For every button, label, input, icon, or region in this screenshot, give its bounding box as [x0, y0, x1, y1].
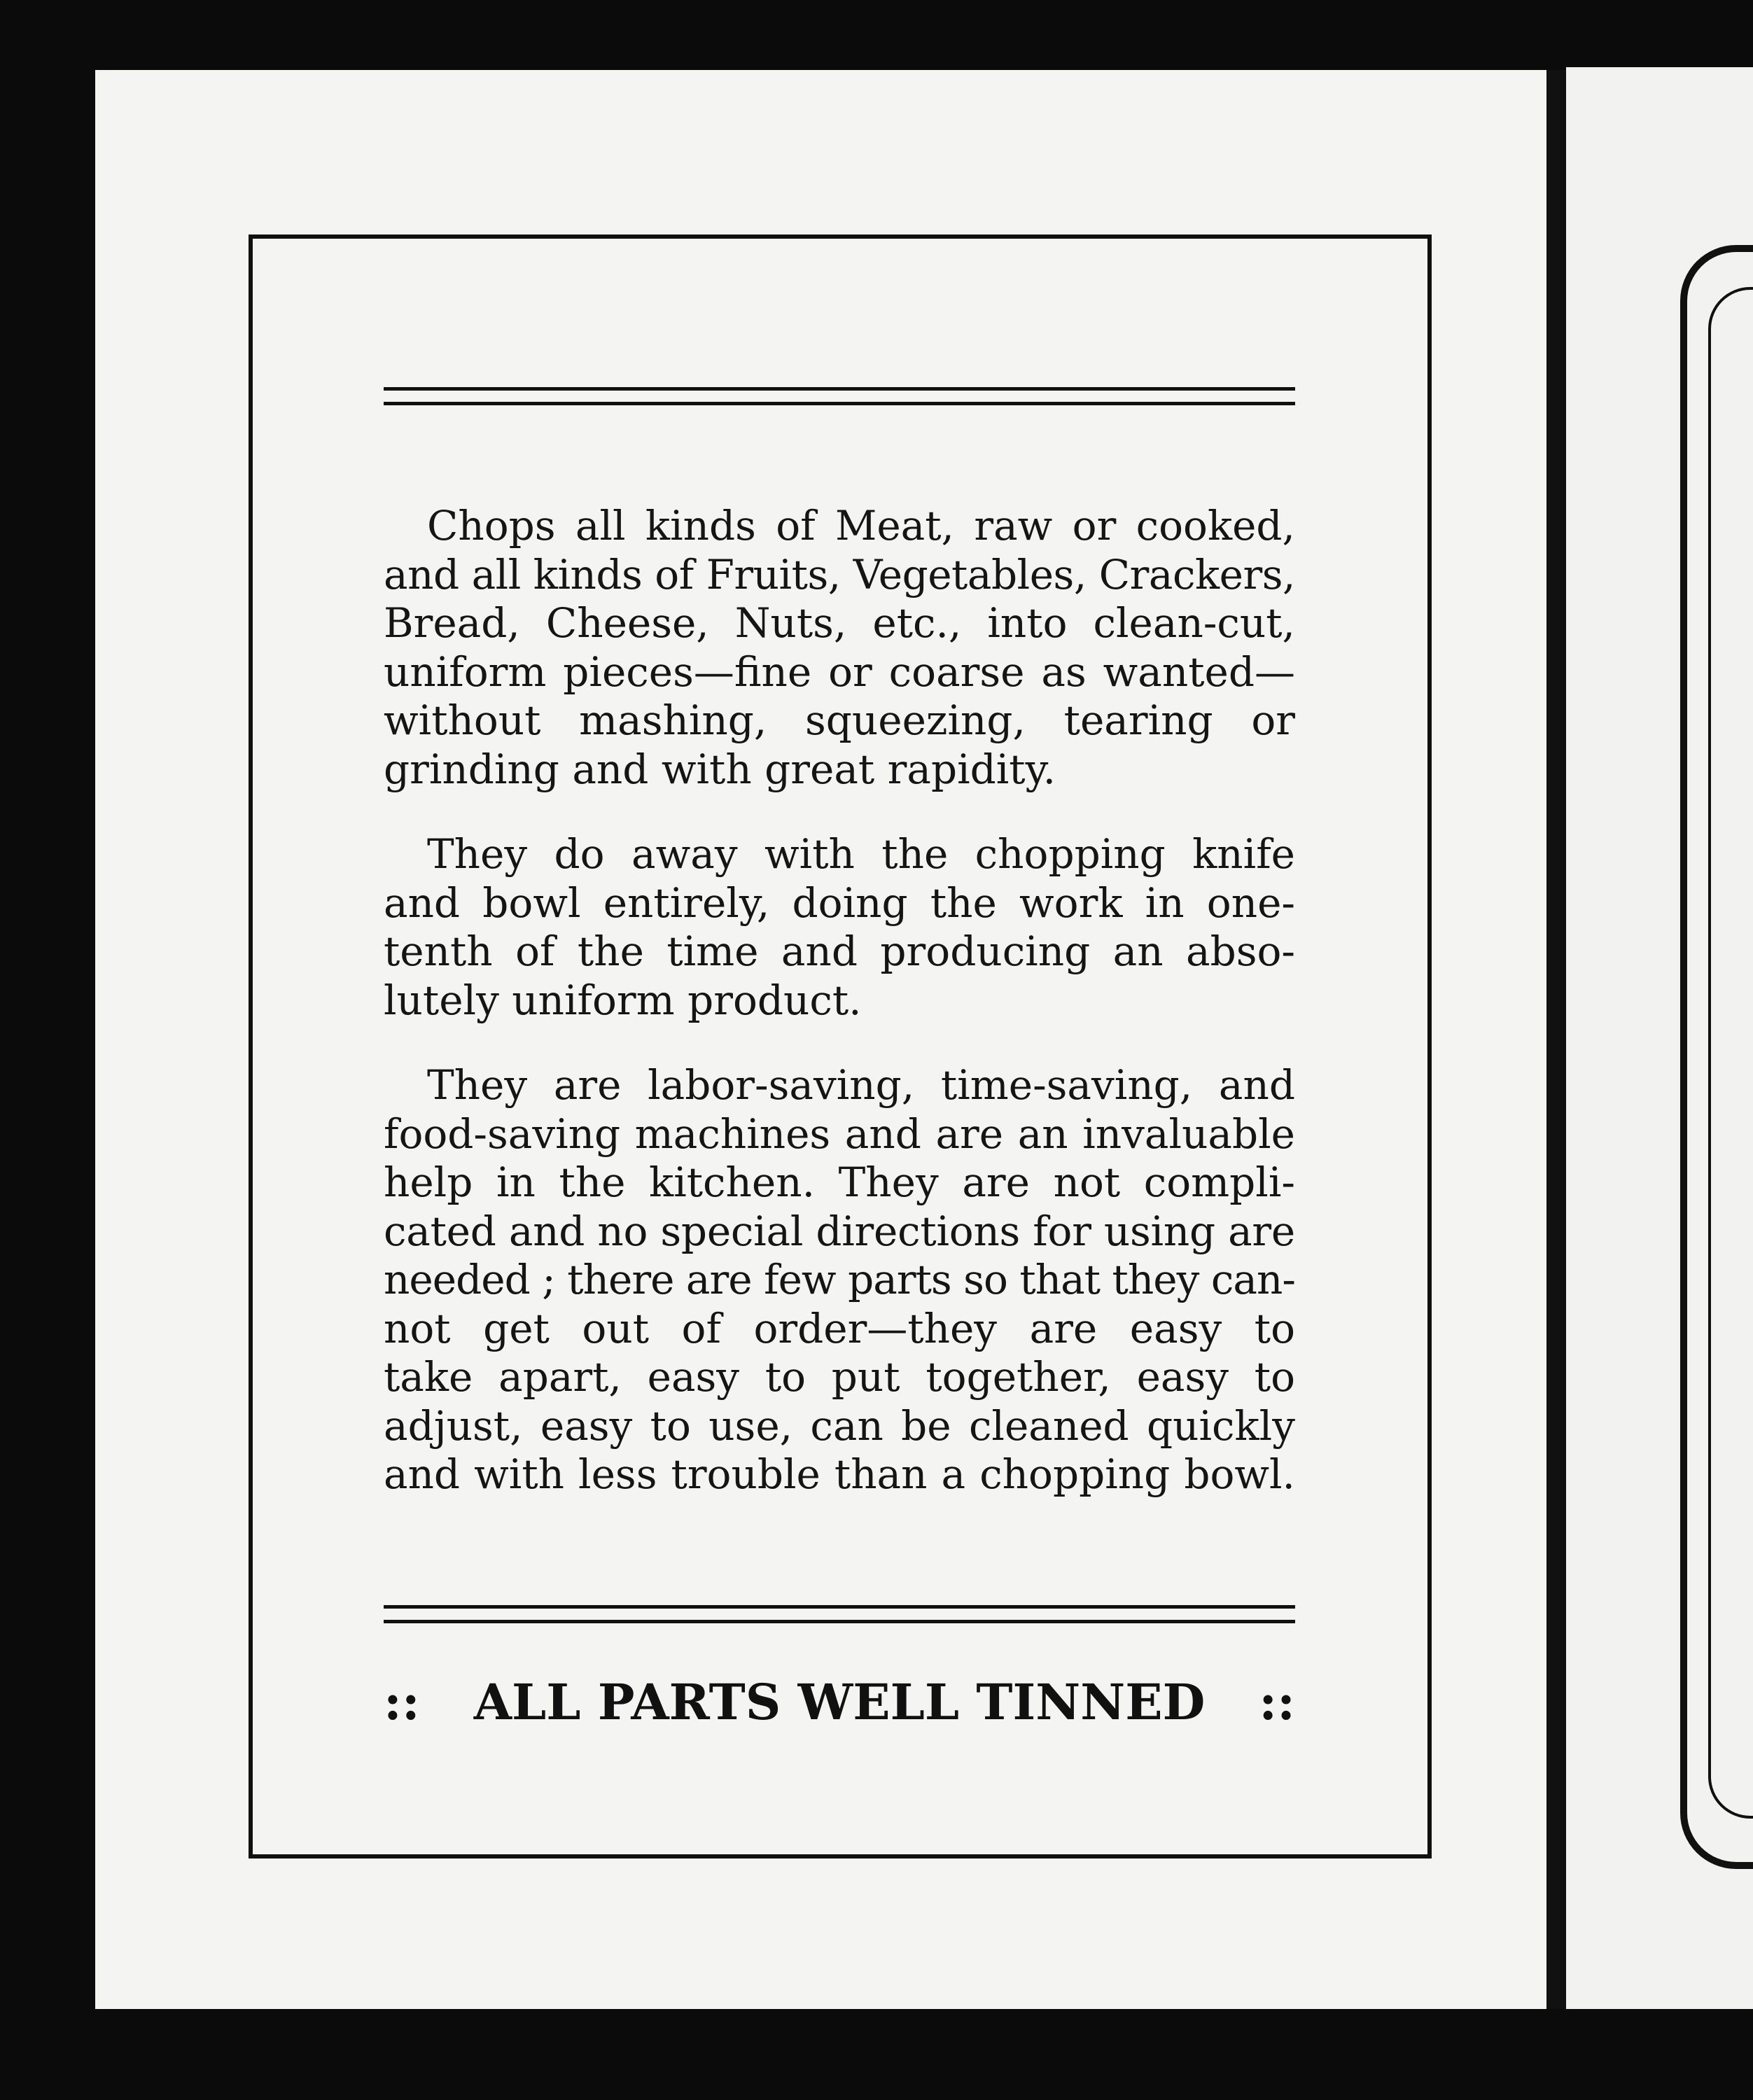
text-line: They do away with the chopping knife [427, 830, 1295, 878]
text-line: uniform pieces—fine or coarse as wanted— [384, 648, 1295, 696]
tagline-text: ALL PARTS WELL TINNED [473, 1673, 1206, 1731]
paragraph-1 [384, 502, 1295, 794]
text-line: without mashing, squeezing, tearing or [384, 696, 1295, 744]
text-line: Chops all kinds of Meat, raw or cooked, [427, 502, 1295, 550]
paragraph-2 [384, 830, 1295, 1025]
text-line: and bowl entirely, doing the work in one- [384, 878, 1295, 927]
paragraph-3 [384, 1061, 1295, 1499]
tagline [384, 1673, 1295, 1731]
text-line: take apart, easy to put together, easy to [384, 1353, 1295, 1401]
body-text [384, 502, 1295, 1499]
text-line: not get out of order—they are easy to [384, 1304, 1295, 1352]
text-line: They are labor-saving, time-saving, and [427, 1061, 1295, 1109]
tagline-left-mark: :: [384, 1673, 420, 1731]
text-line: lutely uniform product. [384, 976, 862, 1024]
text-line: food-saving machines and are an invaluable [384, 1110, 1295, 1158]
rule-line [384, 1620, 1295, 1623]
tagline-right-mark: :: [1259, 1673, 1295, 1731]
page-gutter [1546, 70, 1566, 2009]
text-line: grinding and with great rapidity. [384, 745, 1056, 793]
text-line: and with less trouble than a chopping bowl. [384, 1450, 1295, 1498]
rule-line [384, 402, 1295, 405]
text-line: tenth of the time and producing an abso- [384, 927, 1295, 975]
text-line: needed ; there are few parts so that they can- [384, 1256, 1295, 1303]
text-line: cated and no special directions for using are [384, 1207, 1295, 1255]
text-line: help in the kitchen. They are not compli- [384, 1158, 1295, 1206]
bottom-double-rule [384, 1605, 1295, 1623]
text-line: adjust, easy to use, can be cleaned quickly [384, 1401, 1295, 1450]
text-line: and all kinds of Fruits, Vegetables, Crackers, [384, 550, 1295, 598]
decorative-border-inner [1708, 287, 1753, 1819]
top-double-rule [384, 387, 1295, 405]
text-line: Bread, Cheese, Nuts, etc., into clean-cut, [384, 599, 1295, 647]
